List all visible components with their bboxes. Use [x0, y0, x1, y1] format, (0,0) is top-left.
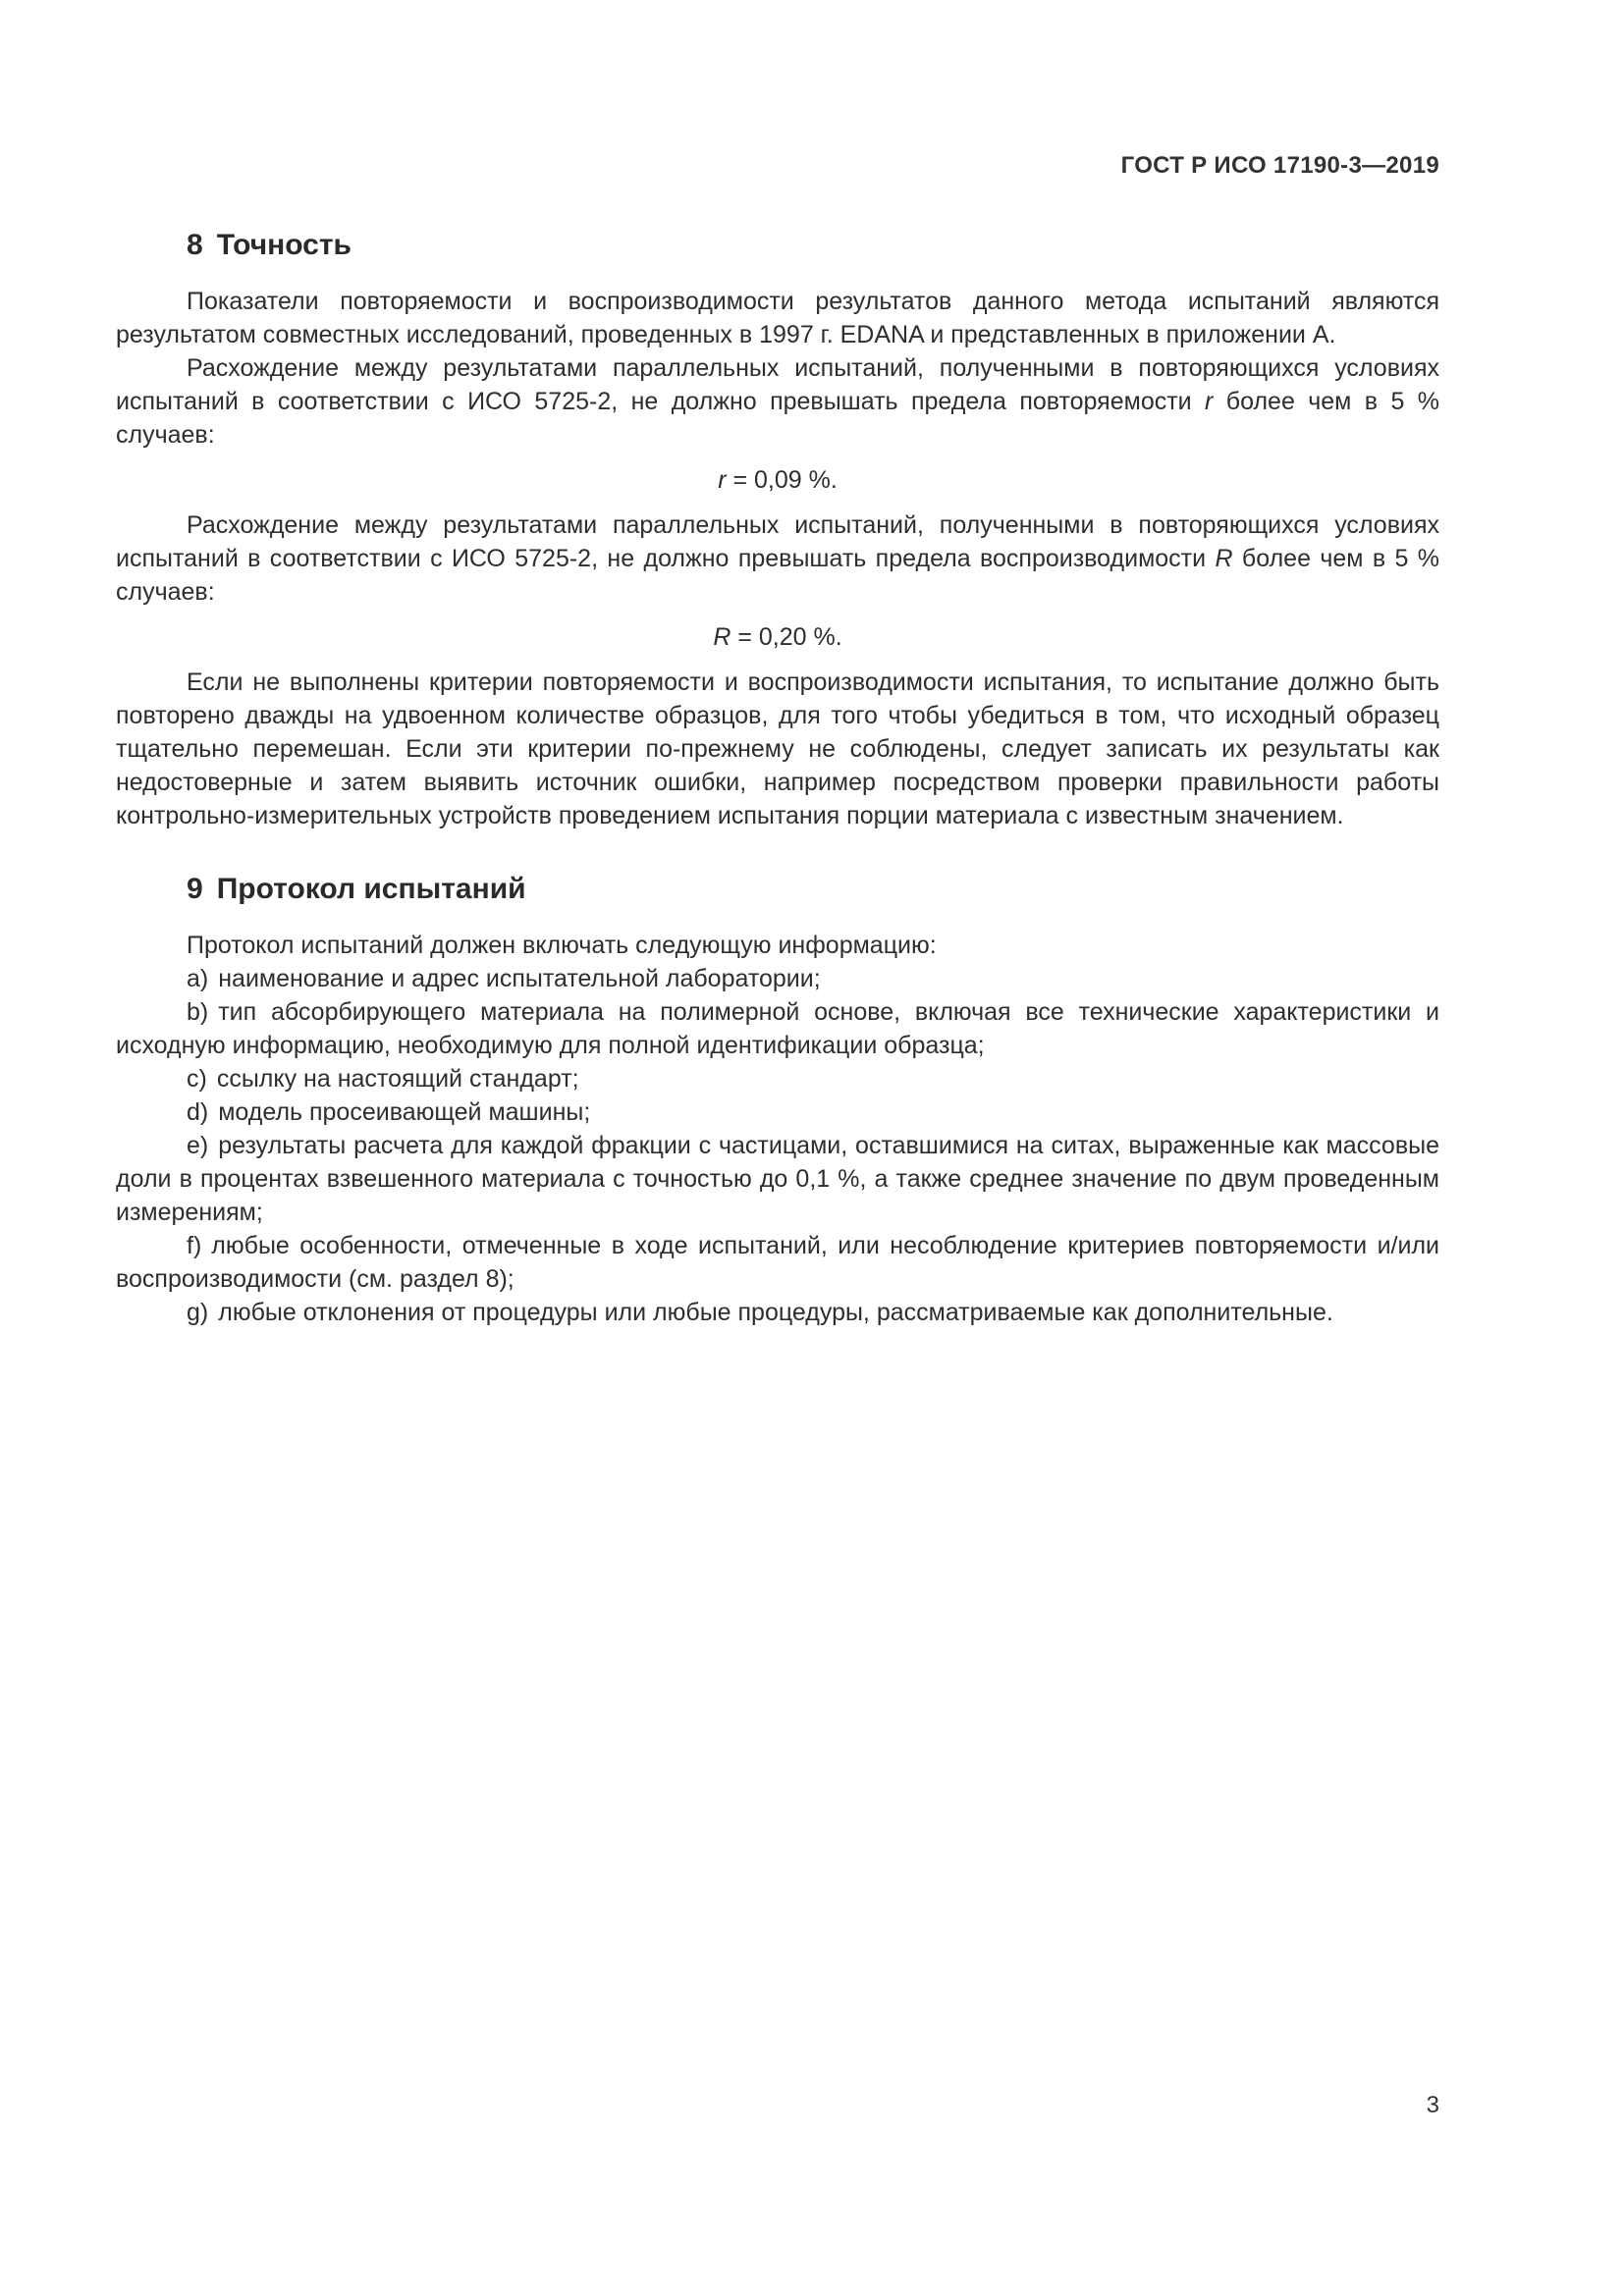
list-item [116, 1296, 1439, 1329]
paragraph: Протокол испытаний должен включать следующую информацию: [187, 932, 937, 959]
list-item-text: любые отклонения от процедуры или любые процедуры, рассматриваемые как дополнительные. [218, 1299, 1333, 1326]
formula-symbol: r [718, 466, 727, 494]
paragraph [116, 351, 1439, 452]
paragraph: Если не выполнены критерии повторяемости и воспроизводимости испытания, то испытание должно быть повторено дважды на удвоенном количестве образцов, для того чтобы убедиться в том, что исходный образец тщательно перемешан. Если эти критерии по-прежнему не соблюдены, следует записать их результаты как недостоверные и затем выявить источник ошибки, например посредством проверки правильности работы контрольно-измерительных устройств проведением испытания порции материала с известным значением. [116, 668, 1439, 829]
list-item-text: ссылку на настоящий стандарт; [216, 1065, 579, 1093]
list-marker: b) [187, 998, 209, 1026]
list-marker: f) [187, 1232, 202, 1259]
formula-reproducibility [116, 620, 1439, 654]
list-item-text: модель просеивающей машины; [218, 1098, 591, 1126]
list-marker: a) [187, 965, 209, 992]
list-item [116, 962, 1439, 995]
section-number: 9 [187, 873, 203, 905]
symbol-r: r [1205, 388, 1214, 415]
list-item-text: результаты расчета для каждой фракции с частицами, оставшимися на ситах, выраженные как массовые доли в процентах взвешенного материала с точностью до 0,1 %, а также среднее значение по двум проведенным измерениям; [116, 1132, 1439, 1226]
list-marker: g) [187, 1299, 209, 1326]
document-body [116, 224, 1439, 1329]
paragraph-text: более чем в 5 % случаев: [116, 388, 1439, 449]
page-number: 3 [1426, 2092, 1439, 2118]
list-item-text: любые особенности, отмеченные в ходе испытаний, или несоблюдение критериев повторяемости и/или воспроизводимости (см. раздел 8); [116, 1232, 1439, 1293]
paragraph: Показатели повторяемости и воспроизводимости результатов данного метода испытаний являются результатом совместных исследований, проведенных в 1997 г. EDANA и представленных в приложении А. [116, 288, 1439, 348]
section-8-heading [187, 224, 1439, 267]
list-item [116, 1062, 1439, 1095]
list-item [116, 1229, 1439, 1296]
list-item-text: тип абсорбирующего материала на полимерной основе, включая все технические характеристики и исходную информацию, необходимую для полной идентификации образца; [116, 998, 1439, 1059]
formula-value: = 0,20 %. [731, 623, 842, 651]
paragraph-text: Расхождение между результатами параллельных испытаний, полученными в повторяющихся условиях испытаний в соответствии с ИСО 5725-2, не должно превышать предела повторяемости [116, 354, 1439, 415]
list-item [116, 1095, 1439, 1129]
list-marker: c) [187, 1065, 207, 1093]
section-title: Точность [216, 229, 352, 261]
document-code: ГОСТ Р ИСО 17190-3—2019 [1120, 152, 1439, 179]
symbol-R: R [1215, 545, 1233, 572]
formula-value: = 0,09 %. [726, 466, 838, 494]
section-9-heading [187, 868, 1439, 911]
formula-symbol: R [713, 623, 731, 651]
list-item-text: наименование и адрес испытательной лаборатории; [218, 965, 821, 992]
paragraph [116, 508, 1439, 609]
list-item [116, 995, 1439, 1062]
paragraph-text: более чем в 5 % случаев: [116, 545, 1439, 606]
list-item [116, 1129, 1439, 1229]
paragraph-text: Расхождение между результатами параллельных испытаний, полученными в повторяющихся условиях испытаний в соответствии с ИСО 5725-2, не должно превышать предела воспроизводимости [116, 511, 1439, 572]
list-marker: e) [187, 1132, 209, 1159]
list-marker: d) [187, 1098, 209, 1126]
section-title: Протокол испытаний [216, 873, 526, 905]
section-number: 8 [187, 229, 203, 261]
formula-repeatability [116, 463, 1439, 497]
